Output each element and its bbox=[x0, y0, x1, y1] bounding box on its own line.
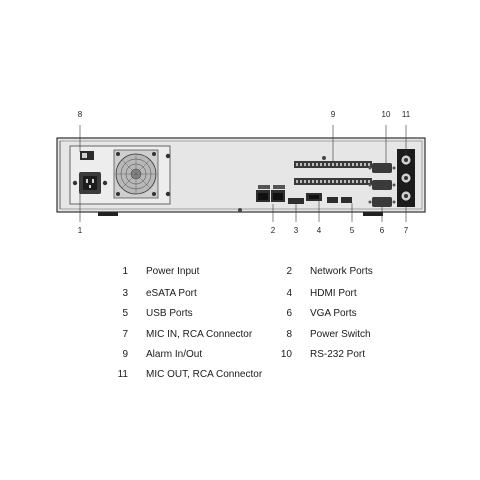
legend-label-vga-ports: VGA Ports bbox=[310, 308, 357, 319]
legend-num: 6 bbox=[286, 308, 292, 319]
ground-screw bbox=[166, 154, 170, 158]
terminal-pin bbox=[344, 163, 346, 166]
callout-3: 3 bbox=[293, 226, 299, 235]
terminal-pin bbox=[320, 180, 322, 183]
legend-label-mic-in: MIC IN, RCA Connector bbox=[146, 329, 253, 340]
fan-grille bbox=[114, 150, 158, 198]
screw bbox=[166, 192, 170, 196]
terminal-pin bbox=[300, 163, 302, 166]
terminal-pin bbox=[304, 163, 306, 166]
legend-num: 3 bbox=[122, 288, 128, 299]
terminal-pin bbox=[352, 180, 354, 183]
hdmi-port bbox=[306, 193, 322, 201]
terminal-pin bbox=[320, 163, 322, 166]
legend-num: 7 bbox=[122, 329, 128, 340]
callout-10: 10 bbox=[381, 110, 391, 119]
terminal-pin bbox=[348, 163, 350, 166]
legend-num: 4 bbox=[286, 288, 292, 299]
terminal-pin bbox=[360, 163, 362, 166]
rca-connectors bbox=[397, 149, 415, 207]
terminal-pin bbox=[332, 180, 334, 183]
terminal-pin bbox=[340, 180, 342, 183]
legend-num: 8 bbox=[286, 329, 292, 340]
terminal-pin bbox=[356, 163, 358, 166]
terminal-pin bbox=[336, 180, 338, 183]
power-supply bbox=[70, 146, 170, 204]
terminal-pin bbox=[308, 163, 310, 166]
terminal-pin bbox=[296, 180, 298, 183]
terminal-pin bbox=[328, 180, 330, 183]
right-foot bbox=[363, 212, 383, 216]
terminal-pin bbox=[324, 163, 326, 166]
legend-num: 10 bbox=[280, 349, 292, 360]
legend-label-rs232-port: RS-232 Port bbox=[310, 349, 366, 360]
power-switch-rocker bbox=[82, 153, 87, 158]
terminal-pin bbox=[344, 180, 346, 183]
legend-label-mic-out: MIC OUT, RCA Connector bbox=[146, 369, 263, 380]
terminal-pin bbox=[364, 180, 366, 183]
legend-num: 5 bbox=[122, 308, 128, 319]
terminal-pin bbox=[296, 163, 298, 166]
esata-port bbox=[288, 198, 304, 204]
terminal-pin bbox=[368, 163, 370, 166]
callout-8: 8 bbox=[77, 110, 83, 119]
chassis-screw bbox=[322, 156, 326, 160]
legend-label-alarm-in-out: Alarm In/Out bbox=[146, 349, 203, 360]
terminal-pin bbox=[348, 180, 350, 183]
terminal-pin bbox=[316, 180, 318, 183]
terminal-pin bbox=[324, 180, 326, 183]
terminal-pin bbox=[340, 163, 342, 166]
component-legend bbox=[0, 262, 480, 387]
left-foot bbox=[98, 212, 118, 216]
legend-label-esata-port: eSATA Port bbox=[146, 288, 197, 299]
callout-11: 11 bbox=[401, 110, 411, 119]
legend-num: 9 bbox=[122, 349, 128, 360]
legend-label-hdmi-port: HDMI Port bbox=[310, 288, 357, 299]
terminal-pin bbox=[304, 180, 306, 183]
legend-label-network-ports: Network Ports bbox=[310, 266, 373, 277]
callout-2: 2 bbox=[270, 226, 276, 235]
callout-4: 4 bbox=[316, 226, 322, 235]
legend-num: 2 bbox=[286, 266, 292, 277]
terminal-pin bbox=[336, 163, 338, 166]
terminal-pin bbox=[312, 163, 314, 166]
terminal-pin bbox=[300, 180, 302, 183]
callout-6: 6 bbox=[379, 226, 385, 235]
terminal-pin bbox=[312, 180, 314, 183]
terminal-pin bbox=[332, 163, 334, 166]
terminal-pin bbox=[352, 163, 354, 166]
callout-9: 9 bbox=[330, 110, 336, 119]
callout-5: 5 bbox=[349, 226, 355, 235]
legend-num: 1 bbox=[122, 266, 128, 277]
legend-num: 11 bbox=[117, 369, 128, 380]
vga-ports bbox=[369, 163, 396, 207]
legend-label-power-switch: Power Switch bbox=[310, 329, 371, 340]
callout-1: 1 bbox=[77, 226, 83, 235]
terminal-pin bbox=[356, 180, 358, 183]
terminal-pin bbox=[360, 180, 362, 183]
terminal-pin bbox=[316, 163, 318, 166]
screw bbox=[103, 181, 107, 185]
terminal-pin bbox=[308, 180, 310, 183]
legend-label-power-input: Power Input bbox=[146, 266, 200, 277]
terminal-pin bbox=[368, 180, 370, 183]
legend-label-usb-ports: USB Ports bbox=[146, 308, 193, 319]
terminal-pin bbox=[364, 163, 366, 166]
chassis-screw bbox=[238, 208, 242, 212]
screw bbox=[73, 181, 77, 185]
callout-7: 7 bbox=[403, 226, 409, 235]
terminal-pin bbox=[328, 163, 330, 166]
